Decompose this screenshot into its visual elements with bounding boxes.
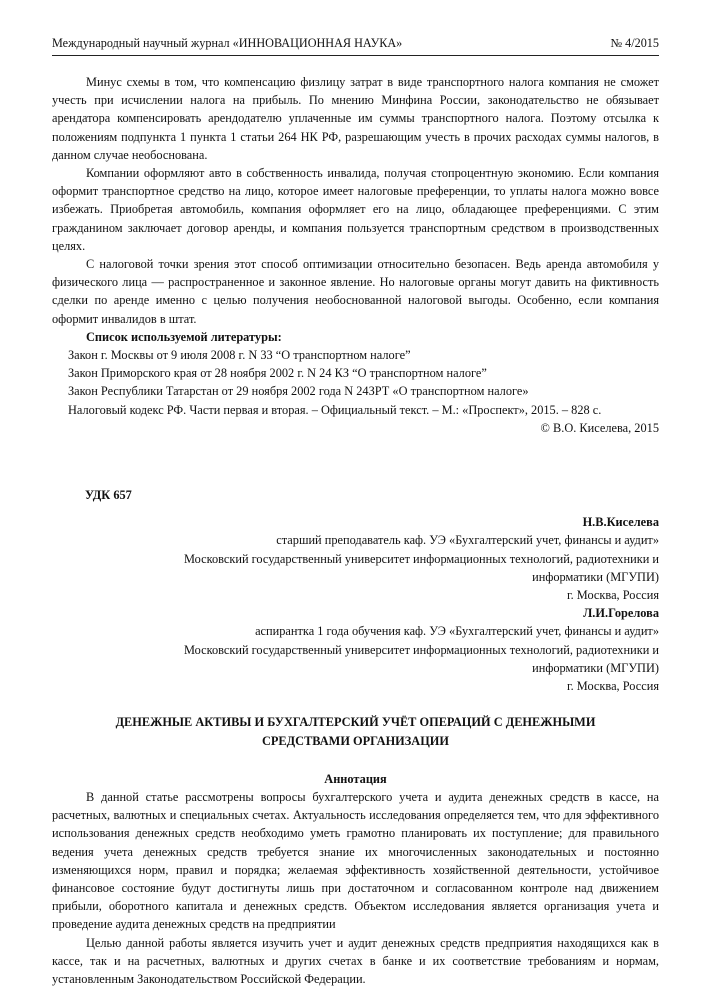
abstract-heading: Аннотация: [324, 771, 387, 786]
author-university: Московский государственный университет информационных технологий, радиотехники и: [183, 642, 659, 657]
journal-page: [52, 36, 659, 986]
author-position: старший преподаватель каф. УЭ «Бухгалтерский учет, финансы и аудит»: [276, 533, 659, 548]
author-name: Н.В.Киселева: [582, 515, 659, 530]
bibliography-item: Закон Приморского края от 28 ноября 2002 г. N 24 КЗ “О транспортном налоге”: [68, 366, 487, 381]
bibliography-item: Закон г. Москвы от 9 июля 2008 г. N 33 “О транспортном налоге”: [68, 348, 411, 363]
article-title-line: СРЕДСТВАМИ ОРГАНИЗАЦИИ: [261, 733, 450, 748]
paragraph: С налоговой точки зрения этот способ оптимизации относительно безопасен. Ведь аренда автомобиля у физического лица — распространенное и законное явление. Но налоговые органы могут давить на фиктивность сделки по аренде именно с целью получения необоснованной налоговой выгоды. Особенно, если компания оформит инвалидов в штат.: [52, 257, 659, 326]
author-university: Московский государственный университет информационных технологий, радиотехники и: [183, 551, 659, 566]
author-block: [52, 513, 659, 604]
udk-code: УДК 657: [85, 488, 132, 503]
journal-name: Международный научный журнал «ИННОВАЦИОННАЯ НАУКА»: [52, 36, 403, 50]
paragraph: Компании оформляют авто в собственность инвалида, получая стопроцентную экономию. Если компания оформит транспортное средство на лицо, которое имеет налоговые преференции, то уплаты налога можно вовсе избежать. Приобретая автомобиль, компания оформляет его на лицо, обладающее преференциями. С этим гражданином заключает договор аренды, и компания пользуется транспортным средством в производственных целях.: [52, 166, 659, 253]
bibliography-title: Список используемой литературы:: [86, 329, 282, 344]
author-name: Л.И.Горелова: [583, 606, 659, 621]
paragraph: Минус схемы в том, что компенсацию физлицу затрат в виде транспортного налога компания не сможет учесть при исчислении налога на прибыль. По мнению Минфина России, законодательство не обязывает арендатора компенсировать арендодателю уплаченные им суммы транспортного налога. Поэтому отсылка к положениям подпункта 1 пункта 1 статьи 264 НК РФ, разрешающим учесть в прочих расходах суммы налогов, в данном случае необоснована.: [52, 75, 659, 162]
header-rule: [52, 55, 659, 56]
author-block: [52, 604, 659, 695]
abstract-paragraph: Целью данной работы является изучить учет и аудит денежных средств предприятия находящихся как в кассе, так и на расчетных, валютных и других счетах в банке и их соответствие требованиям и нормам, установленным Законодательством Российской Федерации.: [52, 935, 659, 986]
author-city: г. Москва, Россия: [566, 679, 659, 694]
issue-number: № 4/2015: [610, 36, 659, 50]
author-university-abbr: информатики (МГУПИ): [532, 660, 659, 675]
article-title-line: ДЕНЕЖНЫЕ АКТИВЫ И БУХГАЛТЕРСКИЙ УЧЁТ ОПЕРАЦИЙ С ДЕНЕЖНЫМИ: [115, 715, 596, 730]
author-position: аспирантка 1 года обучения каф. УЭ «Бухгалтерский учет, финансы и аудит»: [255, 624, 659, 639]
running-header: [52, 36, 659, 51]
article-title: [52, 713, 659, 749]
abstract-paragraph: В данной статье рассмотрены вопросы бухгалтерского учета и аудита денежных средств в кассе, на расчетных, валютных и специальных счетах. Актуальность исследования определяется тем, что для эффективного использования денежных средств необходимо уметь грамотно планировать их поступление; для правильного ведения учета денежных средств требуется знание их многочисленных законодательных и постоянно изменяющихся норм, правил и порядка; желаемая эффективность хозяйственной деятельности, устойчивое финансовое состояние будут достигнуты лишь при достаточном и согласованном контроле над движением прибыли, оборотного капитала и денежных средств. Объектом исследования является организация учета и проведение аудита денежных средств на предприятии: [52, 789, 659, 932]
bibliography-item: Налоговый кодекс РФ. Части первая и вторая. – Официальный текст. – М.: «Проспект», 2015. – 828 с.: [68, 402, 602, 417]
author-city: г. Москва, Россия: [566, 588, 659, 603]
copyright: © В.О. Киселева, 2015: [540, 420, 659, 435]
bibliography-item: Закон Республики Татарстан от 29 ноября 2002 года N 24ЗРТ «О транспортном налоге»: [68, 384, 529, 399]
author-university-abbr: информатики (МГУПИ): [532, 569, 659, 584]
page-body: [52, 73, 659, 988]
